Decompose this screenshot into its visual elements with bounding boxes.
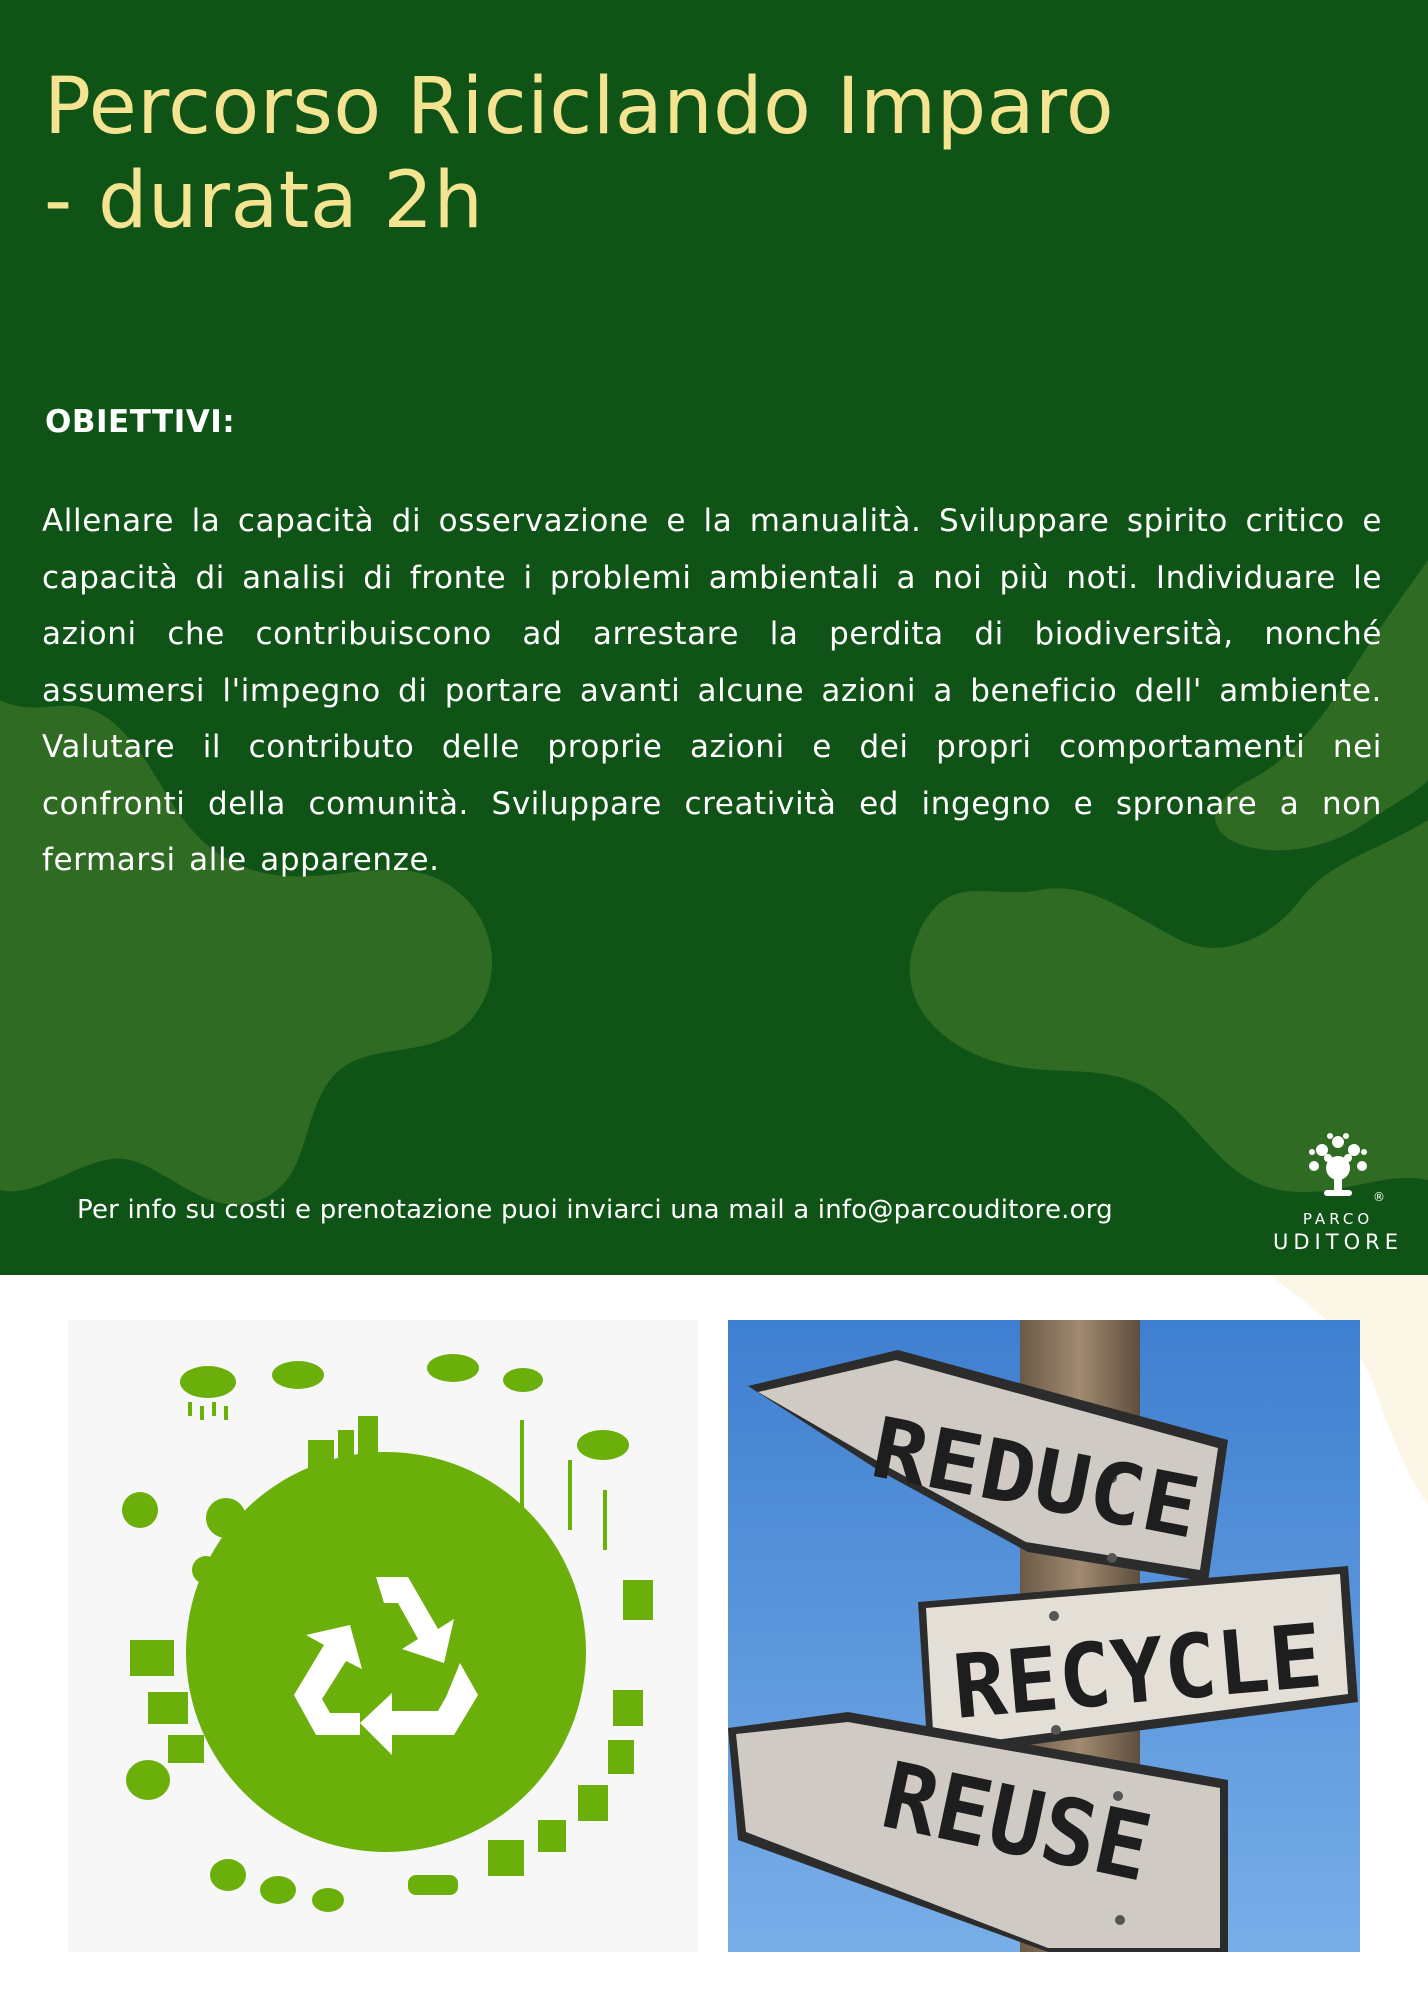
sign-reuse-label: REUSE [873,1741,1167,1905]
logo-text-parco: PARCO [1302,1210,1374,1228]
coral-tree-logo-icon [1302,1130,1374,1202]
title-line-1: Percorso Riciclando Imparo [44,62,1115,152]
registered-mark: ® [1373,1190,1385,1204]
green-globe-image [68,1320,698,1952]
logo-text-uditore: UDITORE [1273,1230,1403,1254]
title-line-2: - durata 2h [44,156,484,246]
green-globe-illustration [68,1320,698,1952]
sign-reduce-label: REDUCE [864,1398,1181,1553]
recycle-signs-image [728,1320,1360,1952]
objectives-text: Allenare la capacità di osservazione e la manualità. Sviluppare spirito critico e capacità di analisi di fronte i problemi ambientali a noi più noti. Individuare le azioni che contribuiscono ad arrestare la perdita di biodiversità, nonché assumersi l'impegno di portare avanti alcune azioni a beneficio dell' ambiente. Valutare il contributo delle proprie azioni e dei propri comportamenti nei confronti della comunità. Sviluppare creatività ed ingegno e spronare a non fermarsi alle apparenze. [42,503,1382,878]
page-title [44,60,1344,248]
contact-info: Per info su costi e prenotazione puoi inviarci una mail a info@parcouditore.org [77,1195,1113,1225]
signpost-illustration [728,1320,1360,1952]
parco-uditore-logo [1270,1130,1420,1260]
objectives-heading: OBIETTIVI: [45,404,236,440]
sign-recycle-label: RECYCLE [948,1603,1328,1739]
